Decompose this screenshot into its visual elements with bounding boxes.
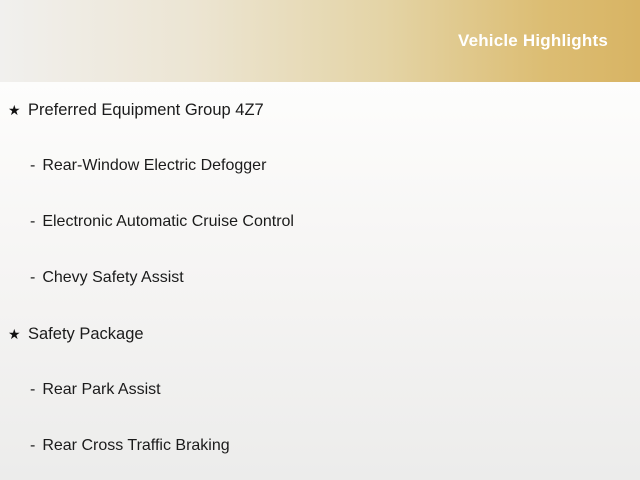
dash-bullet: -: [30, 269, 36, 286]
highlight-sub-item: [0, 362, 640, 418]
star-icon: ★: [8, 102, 21, 118]
highlight-sub-item-label: Electronic Automatic Cruise Control: [42, 213, 294, 230]
highlight-sub-item-label: Rear Cross Traffic Braking: [42, 437, 230, 454]
highlight-sub-item: [0, 250, 640, 306]
star-icon: ★: [8, 326, 21, 342]
highlight-group: [0, 82, 640, 138]
dash-bullet: -: [30, 381, 36, 398]
highlight-sub-item-label: Rear-Window Electric Defogger: [42, 157, 267, 174]
highlight-group-title: Preferred Equipment Group 4Z7: [28, 100, 264, 119]
highlight-sub-item-label: Rear Park Assist: [42, 381, 161, 398]
highlight-sub-item-label: Chevy Safety Assist: [42, 269, 184, 286]
highlight-sub-item: [0, 194, 640, 250]
highlights-list: [0, 82, 640, 480]
highlight-sub-item: [0, 418, 640, 474]
dash-bullet: -: [30, 157, 36, 174]
highlight-group-title: Safety Package: [28, 324, 144, 343]
highlight-group: [0, 306, 640, 362]
highlight-sub-item: [0, 138, 640, 194]
dash-bullet: -: [30, 213, 36, 230]
dash-bullet: -: [30, 437, 36, 454]
page-title: Vehicle Highlights: [457, 31, 608, 50]
vehicle-highlights-banner: [0, 0, 640, 82]
